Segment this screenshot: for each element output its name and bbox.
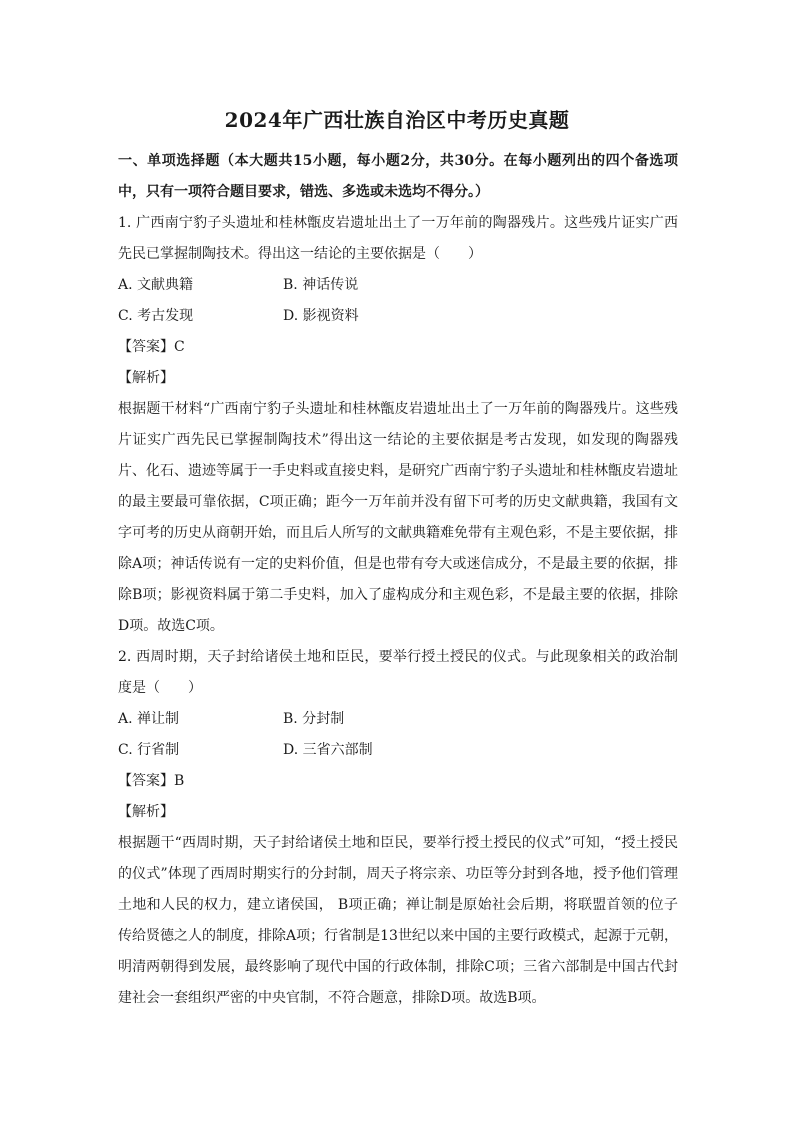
options-row <box>118 301 678 332</box>
question-2 <box>118 642 678 1014</box>
analysis-text: 根据题干“西周时期，天子封给诸侯土地和臣民，要举行授土授民的仪式”可知，“授土授民的仪式”体现了西周时期实行的分封制，周天子将宗亲、功臣等分封到各地，授予他们管理土地和人民的权力，建立诸侯国， B项正确；禅让制是原始社会后期，将联盟首领的位子传给贤德之人的制度，排除A项；行省制是13世纪以来中国的主要行政模式，起源于元朝，明清两朝得到发展，最终影响了现代中国的行政体制，排除C项；三省六部制是中国古代封建社会一套组织严密的中央官制，不符合题意，排除D项。故选B项。 <box>118 835 678 1006</box>
option-b: B. 分封制 <box>283 711 345 727</box>
option-d: D. 三省六部制 <box>283 742 373 758</box>
document-body <box>118 146 678 1014</box>
analysis-label: 【解析】 <box>118 804 174 820</box>
options-row <box>118 270 678 301</box>
options-row <box>118 704 678 735</box>
option-c: C. 考古发现 <box>118 308 194 324</box>
option-c: C. 行省制 <box>118 742 180 758</box>
answer-line: 【答案】C <box>118 339 185 355</box>
option-a: A. 文献典籍 <box>118 277 194 293</box>
answer-line: 【答案】B <box>118 773 185 789</box>
section-heading: 一、单项选择题（本大题共15小题，每小题2分，共30分。在每小题列出的四个备选项中，只有一项符合题目要求，错选、多选或未选均不得分。） <box>118 153 678 200</box>
document-title: 2024年广西壮族自治区中考历史真题 <box>224 108 570 132</box>
analysis-label: 【解析】 <box>118 370 174 386</box>
option-d: D. 影视资料 <box>283 308 359 324</box>
option-b: B. 神话传说 <box>283 277 359 293</box>
question-1 <box>118 208 678 642</box>
options-row <box>118 735 678 766</box>
option-a: A. 禅让制 <box>118 711 180 727</box>
analysis-text: 根据题干材料“广西南宁豹子头遗址和桂林甑皮岩遗址出土了一万年前的陶器残片。这些残片证实广西先民已掌握制陶技术”得出这一结论的主要依据是考古发现，如发现的陶器残片、化石、遗迹等属于一手史料或直接史料，是研究广西南宁豹子头遗址和桂林甑皮岩遗址的最主要最可靠依据，C项正确；距今一万年前并没有留下可考的历史文献典籍，我国有文字可考的历史从商朝开始，而且后人所写的文献典籍难免带有主观色彩，不是主要依据，排除A项；神话传说有一定的史料价值，但是也带有夸大或迷信成分，不是最主要的依据，排除B项；影视资料属于第二手史料，加入了虚构成分和主观色彩，不是最主要的依据，排除D项。故选C项。 <box>118 401 678 634</box>
question-stem: 2. 西周时期，天子封给诸侯土地和臣民，要举行授土授民的仪式。与此现象相关的政治制度是（ ） <box>118 649 678 696</box>
question-stem: 1. 广西南宁豹子头遗址和桂林甑皮岩遗址出土了一万年前的陶器残片。这些残片证实广西先民已掌握制陶技术。得出这一结论的主要依据是（ ） <box>118 215 678 262</box>
